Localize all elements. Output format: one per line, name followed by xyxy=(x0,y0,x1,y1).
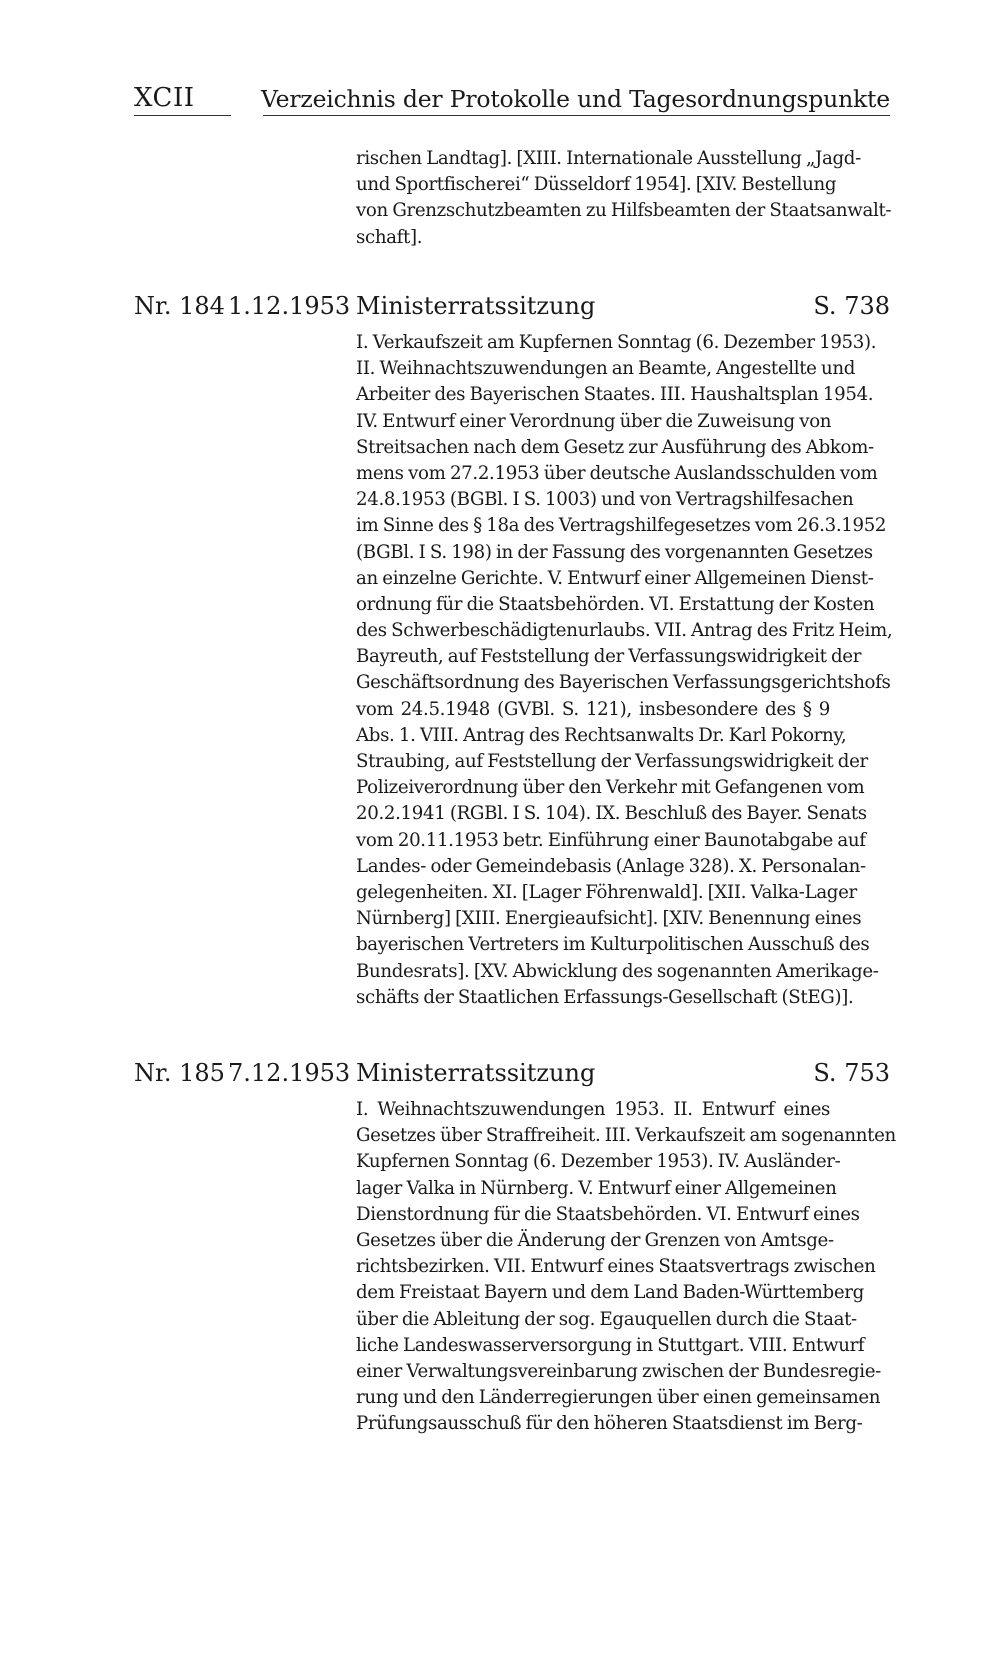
entry-185-agenda xyxy=(356,1097,896,1437)
text-line: Landes- oder Gemeindebasis (Anlage 328). X. Personalan- xyxy=(356,855,866,877)
text-line: Prüfungsausschuß für den höheren Staatsdienst im Berg- xyxy=(356,1413,863,1435)
text-line: Gesetzes über die Änderung der Grenzen von Amtsge- xyxy=(356,1229,834,1251)
text-line: im Sinne des § 18a des Vertragshilfegesetzes vom 26.3.1952 xyxy=(356,515,887,537)
entry-page-reference: S. 753 xyxy=(813,1059,890,1087)
text-line: und Sportfischerei“ Düsseldorf 1954]. [XIV. Bestellung xyxy=(356,174,837,196)
text-line: Straubing, auf Feststellung der Verfassungswidrigkeit der xyxy=(356,751,868,772)
text-line: einer Verwaltungsvereinbarung zwischen der Bundesregie- xyxy=(356,1360,881,1382)
text-line: des Schwerbeschädigtenurlaubs. VII. Antrag des Fritz Heim, xyxy=(356,620,893,642)
text-line: Bayreuth, auf Feststellung der Verfassungswidrigkeit der xyxy=(356,646,862,668)
text-line: mens vom 27.2.1953 über deutsche Auslandsschulden vom xyxy=(356,462,878,484)
entry-184-heading xyxy=(134,290,890,324)
text-line: an einzelne Gerichte. V. Entwurf einer Allgemeinen Dienst- xyxy=(356,567,874,589)
entry-page-reference: S. 738 xyxy=(813,292,890,320)
text-line: I. Weihnachtszuwendungen 1953. II. Entwurf eines xyxy=(356,1099,830,1120)
text-line: 24.8.1953 (BGBl. I S. 1003) und von Vertragshilfesachen xyxy=(356,489,854,511)
text-line: Abs. 1. VIII. Antrag des Rechtsanwalts Dr. Karl Pokorny, xyxy=(356,724,847,746)
text-line: Gesetzes über Straffreiheit. III. Verkaufszeit am sogenannten xyxy=(356,1125,896,1147)
continued-entry-text xyxy=(356,146,892,251)
running-title: Verzeichnis der Protokolle und Tagesordnungspunkte xyxy=(261,85,890,113)
text-line: liche Landeswasserversorgung in Stuttgart. VIII. Entwurf xyxy=(356,1334,865,1356)
entry-number: Nr. 184 xyxy=(134,292,225,320)
entry-number: Nr. 185 xyxy=(134,1059,225,1087)
text-line: Bundesrats]. [XV. Abwicklung des sogenannten Amerikage- xyxy=(356,960,879,982)
text-line: bayerischen Vertreters im Kulturpolitischen Ausschuß des xyxy=(356,934,870,956)
text-line: lager Valka in Nürnberg. V. Entwurf einer Allgemeinen xyxy=(356,1177,837,1199)
text-line: IV. Entwurf einer Verordnung über die Zuweisung von xyxy=(356,410,832,432)
text-line: I. Verkaufszeit am Kupfernen Sonntag (6. Dezember 1953). xyxy=(356,332,877,353)
text-line: Streitsachen nach dem Gesetz zur Ausführung des Abkom- xyxy=(356,436,874,458)
entry-184-agenda xyxy=(356,330,893,1011)
text-line: ordnung für die Staatsbehörden. VI. Erstattung der Kosten xyxy=(356,593,875,615)
text-line: rung und den Länderregierungen über einen gemeinsamen xyxy=(356,1387,881,1409)
text-line: 20.2.1941 (RGBl. I S. 104). IX. Beschluß des Bayer. Senats xyxy=(356,803,867,825)
text-line: gelegenheiten. XI. [Lager Föhrenwald]. [XII. Valka-Lager xyxy=(356,881,857,903)
text-line: schaft]. xyxy=(356,226,423,248)
entry-kind: Ministerratssitzung xyxy=(356,292,596,320)
text-line: Kupfernen Sonntag (6. Dezember 1953). IV. Ausländer- xyxy=(356,1151,841,1173)
page-folio: XCII xyxy=(134,83,195,113)
text-line: Polizeiverordnung über den Verkehr mit Gefangenen vom xyxy=(356,777,865,799)
text-line: Nürnberg] [XIII. Energieaufsicht]. [XIV. Benennung eines xyxy=(356,908,862,930)
entry-date: 7.12.1953 xyxy=(228,1059,351,1087)
text-line: rischen Landtag]. [XIII. Internationale Ausstellung „Jagd- xyxy=(356,148,861,169)
text-line: richtsbezirken. VII. Entwurf eines Staatsvertrags zwischen xyxy=(356,1256,876,1278)
entry-185-heading xyxy=(134,1057,890,1091)
text-line: Dienstordnung für die Staatsbehörden. VI. Entwurf eines xyxy=(356,1203,860,1225)
text-line: Geschäftsordnung des Bayerischen Verfassungsgerichtshofs xyxy=(356,672,891,694)
entry-kind: Ministerratssitzung xyxy=(356,1059,596,1087)
text-line: vom 20.11.1953 betr. Einführung einer Baunotabgabe auf xyxy=(356,829,866,851)
text-line: von Grenzschutzbeamten zu Hilfsbeamten der Staatsanwalt- xyxy=(356,200,892,222)
entry-date: 1.12.1953 xyxy=(228,292,351,320)
text-line: vom 24.5.1948 (GVBl. S. 121), insbesondere des § 9 xyxy=(356,698,830,720)
text-line: Arbeiter des Bayerischen Staates. III. Haushaltsplan 1954. xyxy=(356,384,874,406)
text-line: schäfts der Staatlichen Erfassungs-Gesellschaft (StEG)]. xyxy=(356,986,854,1008)
text-line: (BGBl. I S. 198) in der Fassung des vorgenannten Gesetzes xyxy=(356,541,873,563)
header-rule-right xyxy=(263,115,890,116)
text-line: über die Ableitung der sog. Egauquellen durch die Staat- xyxy=(356,1308,857,1330)
header-rule-left xyxy=(134,115,231,116)
running-header xyxy=(134,82,890,116)
text-line: dem Freistaat Bayern und dem Land Baden-Württemberg xyxy=(356,1282,864,1304)
text-line: II. Weihnachtszuwendungen an Beamte, Angestellte und xyxy=(356,358,856,380)
